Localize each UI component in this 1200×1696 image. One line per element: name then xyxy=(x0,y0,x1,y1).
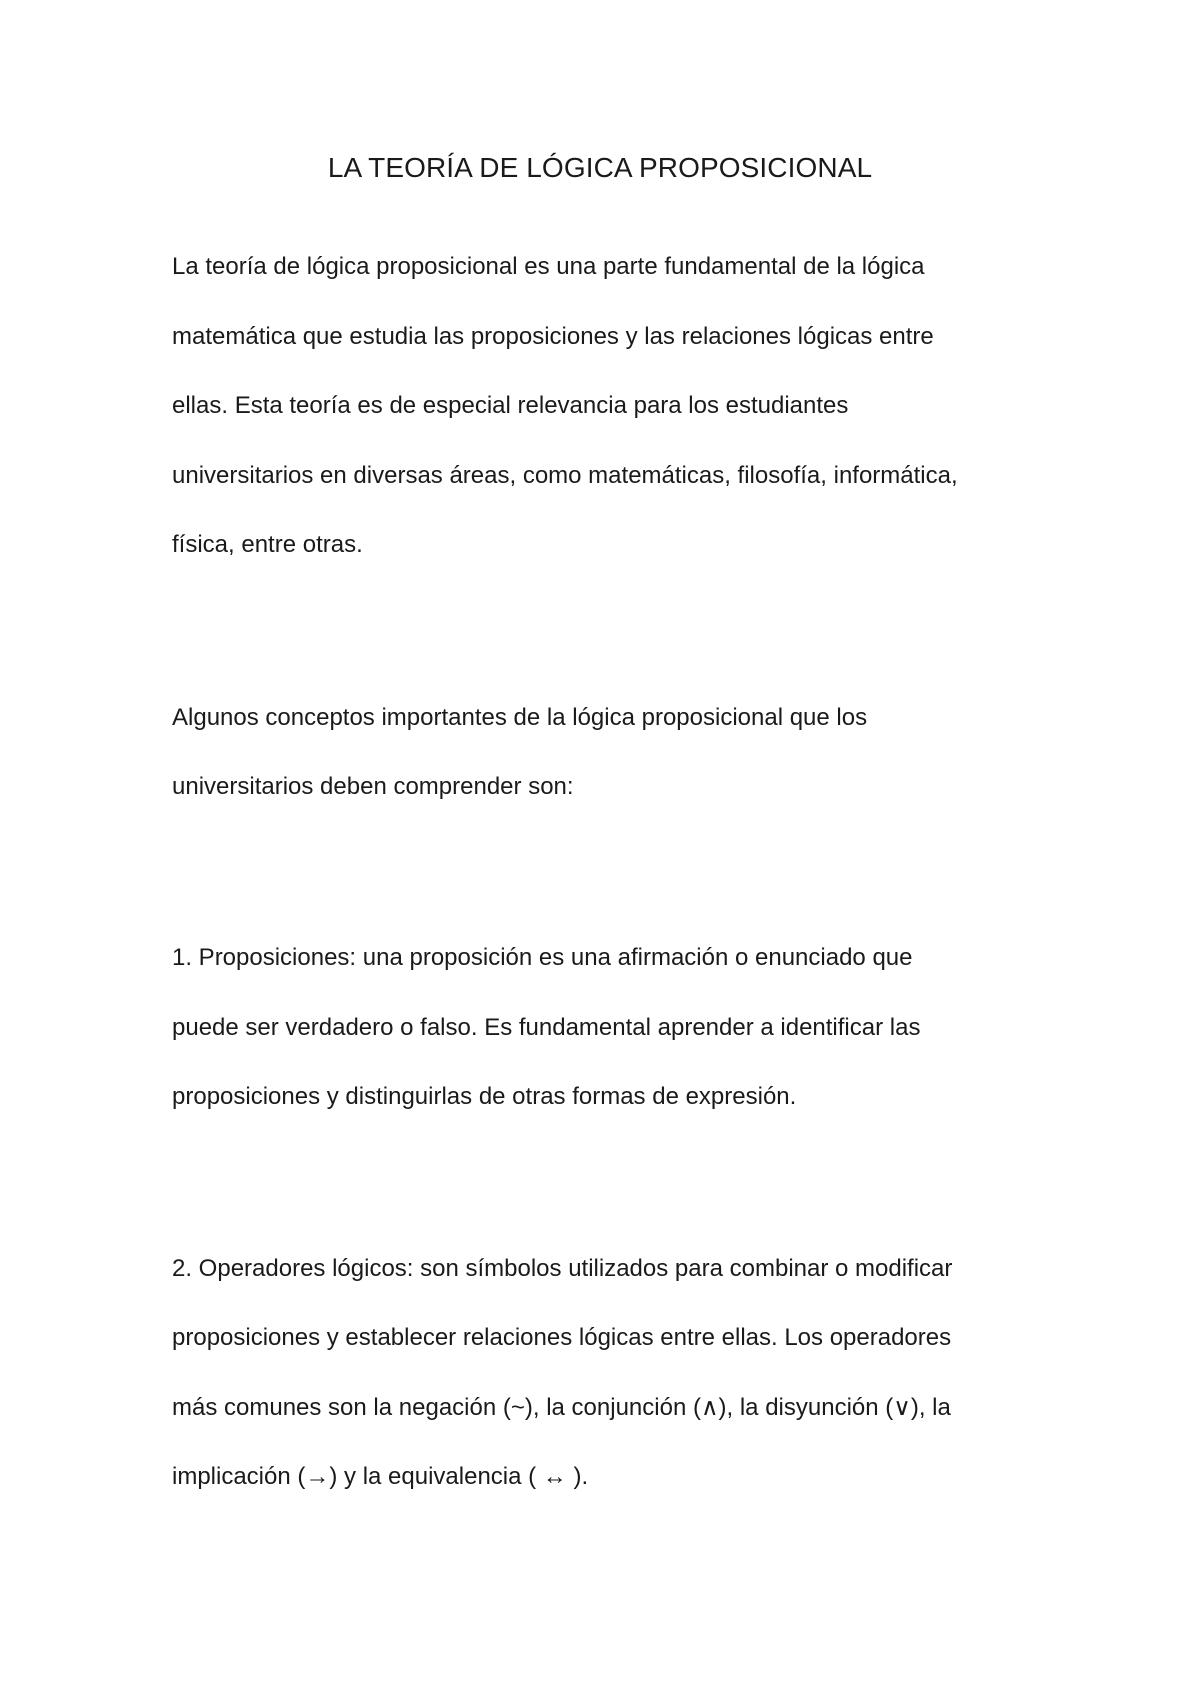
item-2-line-2: proposiciones y establecer relaciones lógicas entre ellas. Los operadores xyxy=(172,1324,952,1351)
item-1-line-3: proposiciones y distinguirlas de otras formas de expresión. xyxy=(172,1083,797,1110)
paragraph-2-line-2: universitarios deben comprender son: xyxy=(172,773,574,800)
item-2-line-3: más comunes son la negación (~), la conjunción (∧), la disyunción (∨), la xyxy=(172,1394,951,1421)
document-title: LA TEORÍA DE LÓGICA PROPOSICIONAL xyxy=(327,152,873,183)
paragraph-1-line-2: matemática que estudia las proposiciones y las relaciones lógicas entre xyxy=(172,323,934,350)
paragraph-1-line-4: universitarios en diversas áreas, como matemáticas, filosofía, informática, xyxy=(172,462,958,489)
item-1-line-1: 1. Proposiciones: una proposición es una afirmación o enunciado que xyxy=(172,944,913,971)
paragraph-1-line-5: física, entre otras. xyxy=(172,531,363,558)
paragraph-2-line-1: Algunos conceptos importantes de la lógica proposicional que los xyxy=(172,704,868,731)
paragraph-1-line-3: ellas. Esta teoría es de especial relevancia para los estudiantes xyxy=(172,392,849,419)
item-2-line-4: implicación (→) y la equivalencia ( ↔ ). xyxy=(172,1463,589,1490)
item-2-line-1: 2. Operadores lógicos: son símbolos utilizados para combinar o modificar xyxy=(172,1255,953,1282)
item-1-line-2: puede ser verdadero o falso. Es fundamental aprender a identificar las xyxy=(172,1014,921,1041)
paragraph-1-line-1: La teoría de lógica proposicional es una parte fundamental de la lógica xyxy=(172,253,925,280)
